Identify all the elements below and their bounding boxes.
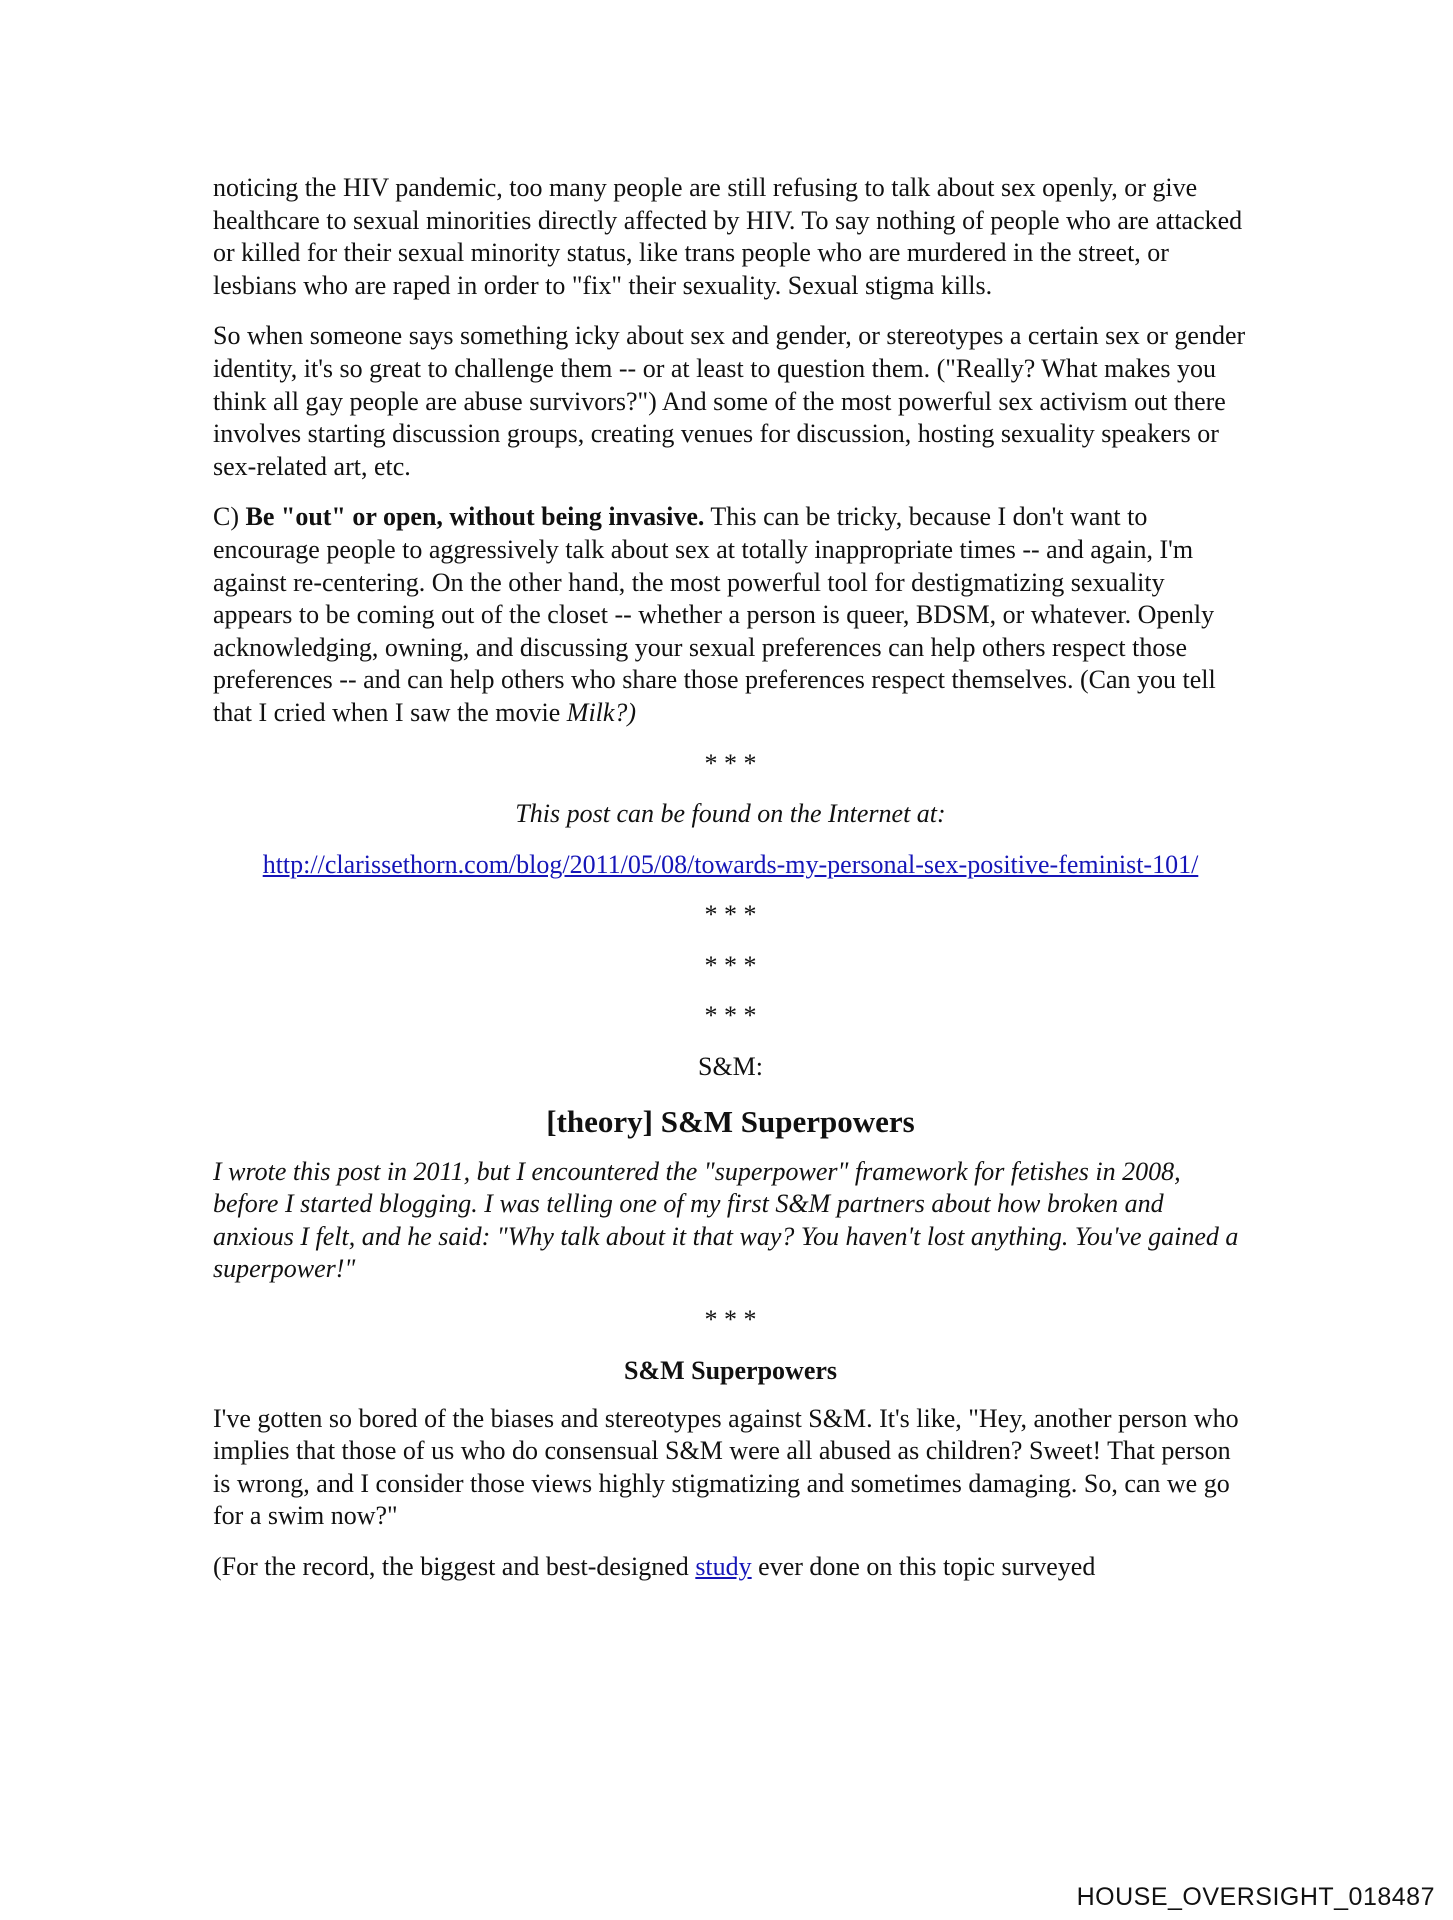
paragraph-bored-of-biases: I've gotten so bored of the biases and stereotypes against S&M. It's like, "Hey, another person who implies that those of us who do consensual S&M were all abused as children? Sweet! That person is wrong, and I consider those views highly stigmatizing and sometimes damaging. So, can we go for a swim now?" <box>213 1403 1239 1531</box>
bold-heading: Be "out" or open, without being invasive. <box>245 502 705 532</box>
source-url-link[interactable]: http://clarissethorn.com/blog/2011/05/08/towards-my-personal-sex-positive-feminist-101/ <box>262 849 1199 879</box>
found-at-label: This post can be found on the Internet at: <box>515 799 946 829</box>
post-title: [theory] S&M Superpowers <box>546 1103 915 1139</box>
section-label: S&M: <box>697 1052 764 1082</box>
section-separator: * * * <box>704 950 757 980</box>
study-link[interactable]: study <box>695 1552 752 1581</box>
movie-title: Milk?) <box>566 697 637 727</box>
section-separator: * * * <box>704 1001 757 1031</box>
section-separator: * * * <box>704 748 757 778</box>
document-id-footer: HOUSE_OVERSIGHT_018487 <box>1076 1883 1435 1911</box>
section-separator: * * * <box>704 1305 757 1335</box>
list-marker: C) <box>213 502 246 532</box>
paragraph-for-the-record <box>213 1551 1248 1584</box>
post-subtitle: S&M Superpowers <box>623 1355 838 1385</box>
paragraph-body: This can be tricky, because I don't want to encourage people to aggressively talk about sex at totally inappropriate times -- and again, I'm against re-centering. On the other hand, the most powerful tool for destigmatizing sexuality appears to be coming out of the closet -- whether a person is queer, BDSM, or whatever. Openly acknowledging, owning, and discussing your sexual preferences can help others respect those preferences -- and can help others who share those preferences respect themselves. (Can you tell that I cried when I saw the movie <box>213 502 1216 727</box>
paragraph-hiv-stigma: noticing the HIV pandemic, too many people are still refusing to talk about sex openly, or give healthcare to sexual minorities directly affected by HIV. To say nothing of people who are attacked or killed for their sexual minority status, like trans people who are murdered in the street, or lesbians who are raped in order to "fix" their sexuality. Sexual stigma kills. <box>213 173 1243 300</box>
paragraph-text-end: ever done on this topic surveyed <box>751 1552 1096 1581</box>
document-page <box>213 172 1248 1602</box>
url-paragraph <box>213 849 1248 882</box>
section-separator: * * * <box>704 900 757 930</box>
paragraph-be-out <box>213 501 1248 729</box>
paragraph-text-start: (For the record, the biggest and best-designed <box>213 1552 696 1581</box>
paragraph-challenge-stereotypes: So when someone says something icky about sex and gender, or stereotypes a certain sex or gender identity, it's so great to challenge them -- or at least to question them. ("Really? What makes you think all gay people are abuse survivors?") And some of the most powerful sex activism out there involves starting discussion groups, creating venues for discussion, hosting sexuality speakers or sex-related art, etc. <box>213 321 1246 481</box>
intro-paragraph: I wrote this post in 2011, but I encountered the "superpower" framework for fetishes in 2008, before I started blogging. I was telling one of my first S&M partners about how broken and anxious I felt, and he said: "Why talk about it that way? You haven't lost anything. You've gained a superpower!" <box>213 1156 1239 1284</box>
